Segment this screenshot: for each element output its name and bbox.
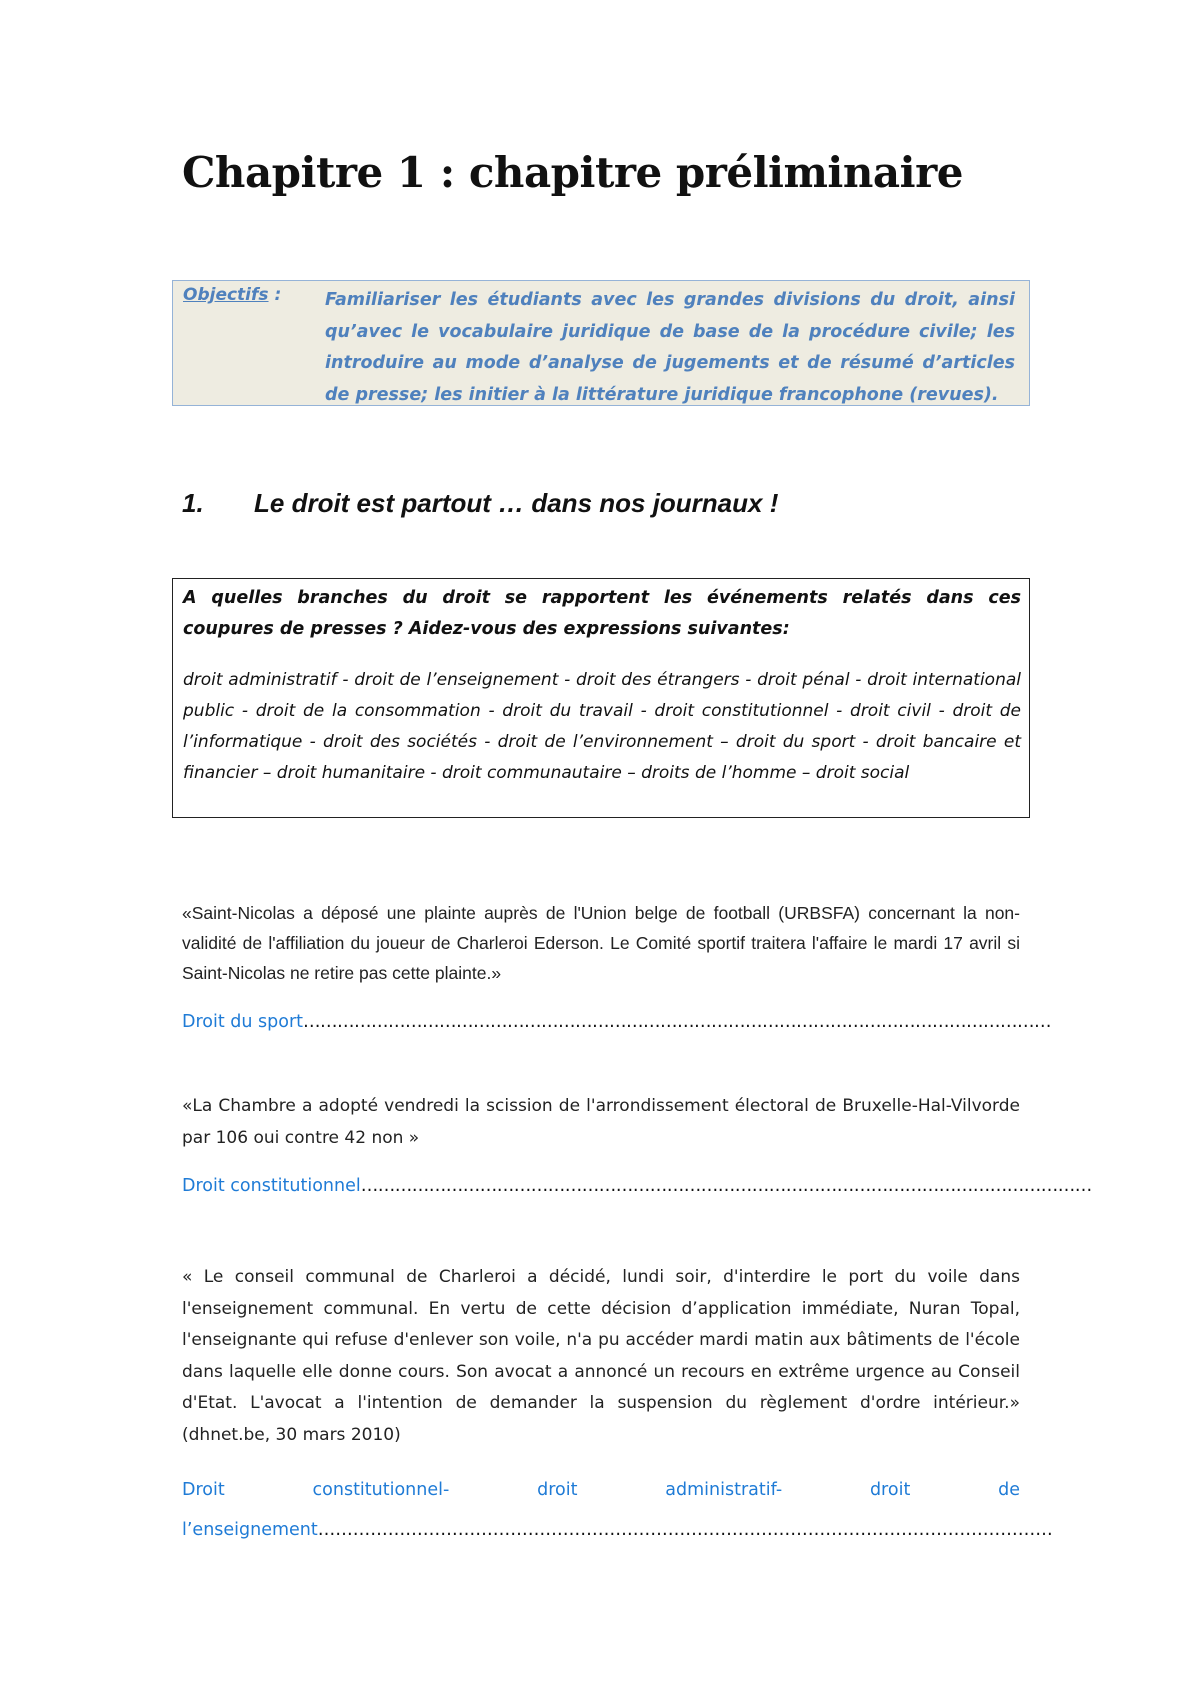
terms-list: droit administratif - droit de l’enseignement - droit des étrangers - droit pénal - droit international public - droit de la consommation - droit du travail - droit constitutionnel - droit civil - droit de l’informatique - droit des sociétés - droit de l’environnement – droit du sport - droit bancaire et financier – droit humanitaire - droit communautaire – droits de l’homme – droit social [183, 670, 1021, 783]
objectives-label: Objectifs : [183, 285, 282, 305]
question-text: A quelles branches du droit se rapportent les événements relatés dans ces coupures de presses ? Aidez-vous des expressions suivantes: [183, 588, 1021, 639]
section-heading [182, 488, 778, 519]
answer-line-1: Droit constitutionnel- droit administratif- droit de [182, 1480, 1020, 1500]
excerpt-quote-2: «La Chambre a adopté vendredi la scission de l'arrondissement électoral de Bruxelle-Hal-Vilvorde par 106 oui contre 42 non » [182, 1096, 1020, 1148]
section-number: 1. [182, 488, 204, 518]
answer-line-2: l’enseignement……………………………………………………………………………………………………………… [182, 1520, 1053, 1540]
excerpt-answer-1: Droit du sport…………………………………………………………………………………………………………………… [182, 1012, 1052, 1032]
excerpt-quote-1: «Saint-Nicolas a déposé une plainte auprès de l'Union belge de football (URBSFA) concernant la non-validité de l'affiliation du joueur de Charleroi Ederson. Le Comité sportif traitera l'affaire le mardi 17 avril si Saint-Nicolas ne retire pas cette plainte.» [182, 903, 1020, 983]
objectives-text: Familiariser les étudiants avec les grandes divisions du droit, ainsi qu’avec le vocabulaire juridique de base de la procédure civile; les introduire au mode d’analyse de jugements et de résumé d’articles de presse; les initier à la littérature juridique francophone (revues). [325, 290, 1015, 405]
chapter-title: Chapitre 1 : chapitre préliminaire [182, 148, 963, 197]
excerpt-quote-3: « Le conseil communal de Charleroi a décidé, lundi soir, d'interdire le port du voile dans l'enseignement communal. En vertu de cette décision d’application immédiate, Nuran Topal, l'enseignante qui refuse d'enlever son voile, n'a pu accéder mardi matin aux bâtiments de l'école dans laquelle elle donne cours. Son avocat a annoncé un recours en extrême urgence au Conseil d'Etat. L'avocat a l'intention de demander la suspension du règlement d'ordre intérieur.» (dhnet.be, 30 mars 2010) [182, 1267, 1020, 1445]
question-box [172, 578, 1030, 818]
excerpt-answer-3 [182, 1470, 1053, 1550]
excerpt-answer-2: Droit constitutionnel………………………………………………………………………………………………………………… [182, 1176, 1092, 1196]
section-title: Le droit est partout … dans nos journaux ! [254, 488, 779, 518]
objectives-box [172, 280, 1030, 406]
